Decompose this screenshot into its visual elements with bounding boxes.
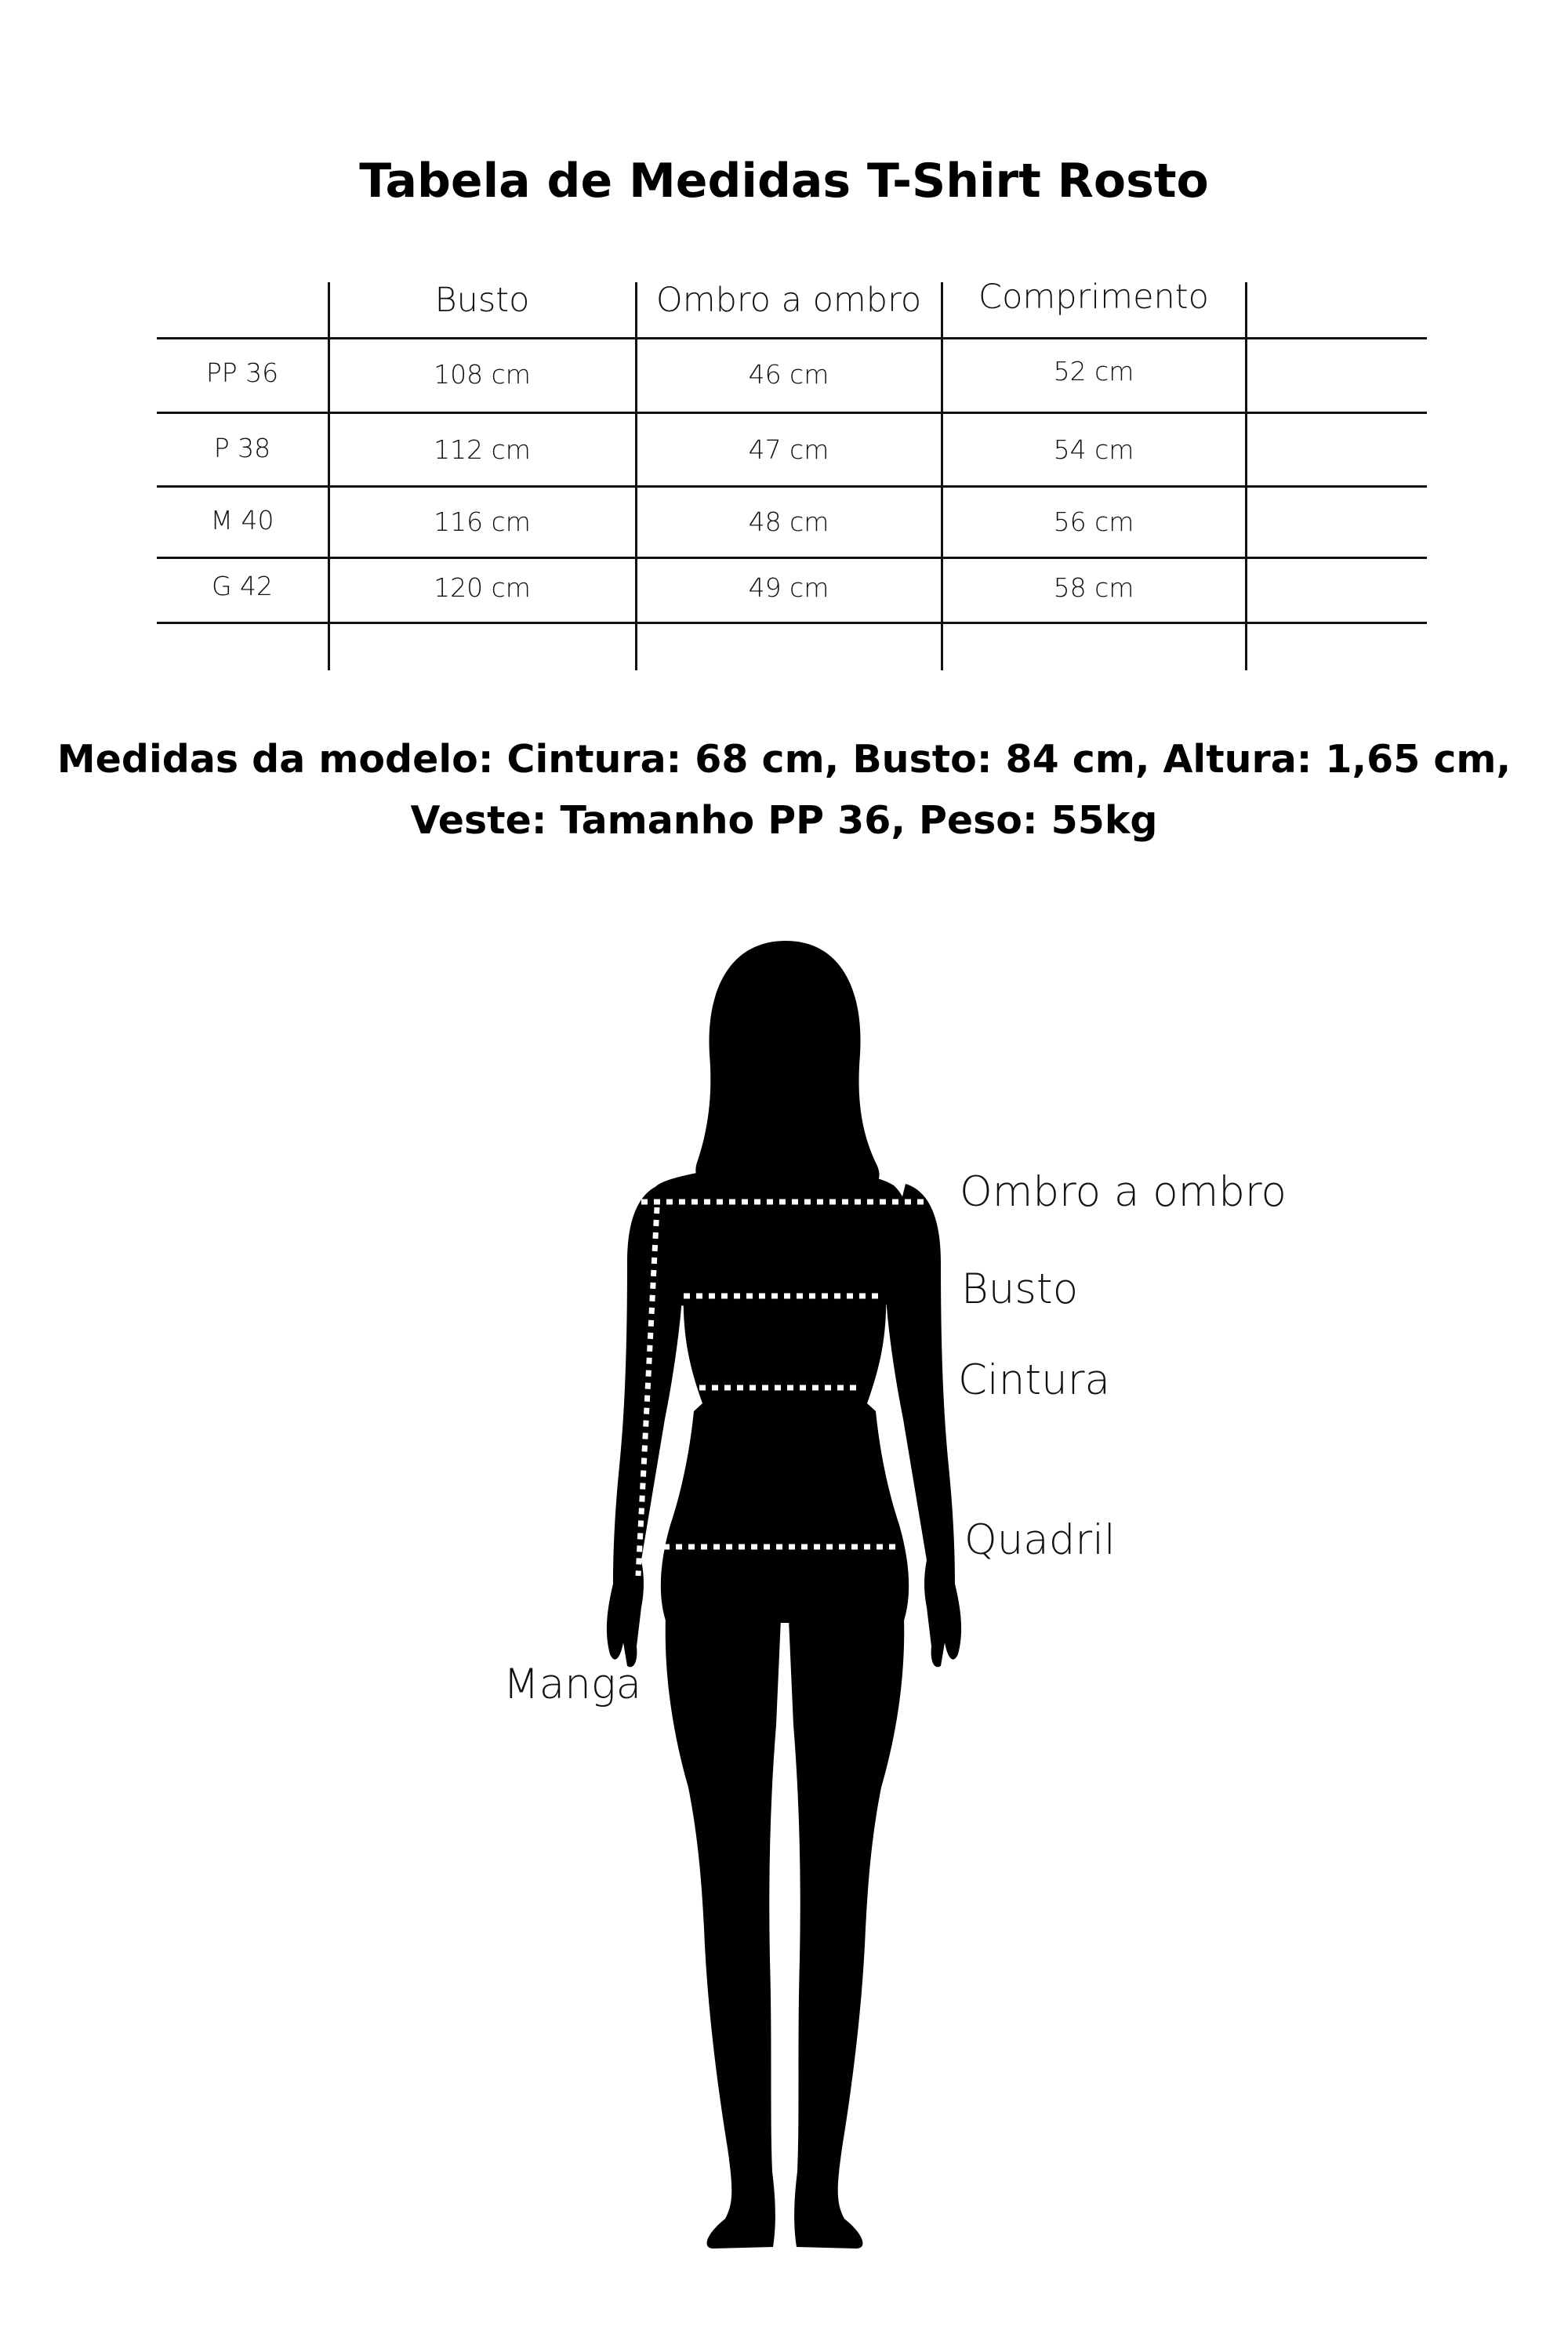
label-ombro: Ombro a ombro [960, 1168, 1287, 1216]
header-ombro: Ombro a ombro [655, 281, 922, 320]
table-cell-busto: 112 cm [434, 434, 531, 465]
table-cell-comprimento: 52 cm [1053, 356, 1134, 387]
table-cell-comprimento: 54 cm [1053, 434, 1134, 465]
table-cell-busto: 120 cm [434, 572, 531, 603]
model-info-line1: Medidas da modelo: Cintura: 68 cm, Busto: 84 cm, Altura: 1,65 cm, [56, 737, 1512, 782]
label-cintura: Cintura [958, 1356, 1110, 1404]
table-cell-size: G 42 [211, 571, 274, 601]
table-cell-ombro: 48 cm [748, 506, 829, 537]
label-manga: Manga [503, 1661, 642, 1708]
header-comprimento: Comprimento [978, 278, 1209, 317]
table-cell-ombro: 46 cm [748, 359, 829, 390]
table-cell-ombro: 49 cm [748, 572, 829, 603]
label-quadril: Quadril [964, 1516, 1116, 1564]
table-cell-size: M 40 [210, 505, 274, 535]
table-cell-busto: 108 cm [434, 359, 531, 390]
table-cell-ombro: 47 cm [748, 434, 829, 465]
table-cell-size: P 38 [213, 433, 271, 463]
table-cell-size: PP 36 [205, 358, 279, 388]
page-title: Tabela de Medidas T-Shirt Rosto [359, 154, 1209, 209]
model-info-line2: Veste: Tamanho PP 36, Peso: 55kg [410, 798, 1158, 843]
header-busto: Busto [434, 281, 530, 320]
table-cell-comprimento: 56 cm [1053, 506, 1134, 537]
label-busto: Busto [961, 1265, 1079, 1313]
table-cell-busto: 116 cm [434, 506, 531, 537]
table-cell-comprimento: 58 cm [1053, 572, 1134, 603]
